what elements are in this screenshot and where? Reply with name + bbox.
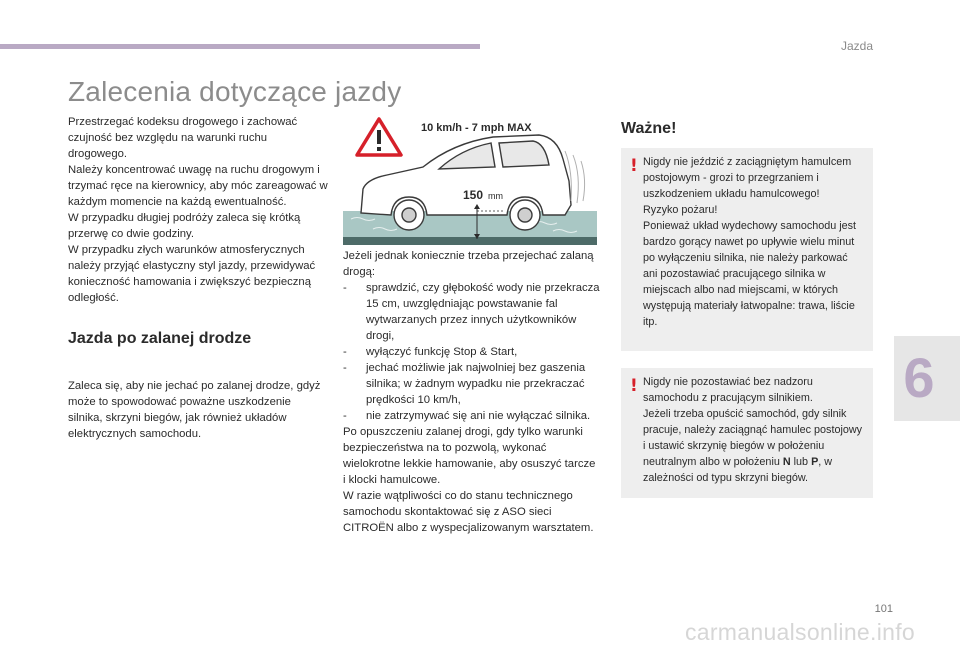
after-flooded-road-paragraph: Po opuszczeniu zalanej drogi, gdy tylko warunki bezpieczeństwa na to pozwolą, wykonać wielokrotne lekkie hamowanie, aby osuszyć tarcze i klocki hamulcowe. (343, 426, 596, 486)
warning-paragraph: Nigdy nie pozostawiać bez nadzoru samochodu z pracującym silnikiem. (643, 376, 813, 404)
warning-box-parking-brake (621, 148, 873, 351)
list-item (343, 344, 601, 360)
list-item (343, 408, 601, 424)
instructions-lead: Jeżeli jednak koniecznie trzeba przejechać zalaną drogą: (343, 250, 594, 278)
flooded-road-paragraph: Zaleca się, aby nie jechać po zalanej drodze, gdyż może to spowodować poważne uszkodzenie silnika, skrzyni biegów, jak również układów elektrycznych samochodu. (68, 380, 321, 440)
list-item (343, 360, 601, 408)
warning-triangle-icon (357, 119, 401, 155)
warning-box-unattended-engine (621, 368, 873, 498)
header-accent-bar (0, 44, 480, 49)
page-number: 101 (874, 603, 893, 615)
road-surface (343, 237, 597, 245)
intro-paragraph: Przestrzegać kodeksu drogowego i zachować czujność bez względu na warunki ruchu drogowego. (68, 116, 298, 160)
section-heading-flooded-road: Jazda po zalanej drodze (68, 330, 252, 347)
important-heading: Ważne! (621, 120, 677, 137)
intro-text (68, 114, 328, 306)
list-dash: - (343, 282, 347, 294)
warning-paragraph: Nigdy nie jeździć z zaciągniętym hamulcem postojowym - grozi to przegrzaniem i uszkodzeniem układu hamulcowego! (643, 156, 852, 200)
chapter-title: Jazda (840, 39, 873, 53)
gear-position-n: N (782, 456, 791, 468)
exclamation-icon: ! (630, 376, 638, 396)
intro-paragraph: Należy koncentrować uwagę na ruchu drogowym i trzymać ręce na kierownicy, aby móc zareagować w każdym momencie na każdą ewentualność. (68, 164, 328, 208)
warning-paragraph: Ryzyko pożaru! (643, 204, 718, 216)
warning-paragraph: Ponieważ układ wydechowy samochodu jest bardzo gorący nawet po upływie wielu minut po wyłączeniu silnika, nie należy parkować ani pozostawiać pracującego silnika w miejscach albo nad miejscami, w których występują materiały łatwopalne: trawa, liście itp. (643, 220, 857, 328)
warning-text: lub (790, 456, 812, 468)
list-item-text: nie zatrzymywać się ani nie wyłączać silnika. (366, 410, 591, 422)
list-dash: - (343, 362, 347, 374)
water-depth-unit: mm (488, 191, 503, 201)
speed-limit-label: 10 km/h - 7 mph MAX (421, 122, 532, 134)
chapter-tab (894, 336, 960, 421)
intro-paragraph: W przypadku złych warunków atmosferycznych należy przyjąć elastyczny styl jazdy, przewidywać konieczność hamowania i zwiększyć bezpieczną odległość. (68, 244, 316, 304)
list-item (343, 280, 601, 344)
flooded-road-instructions (343, 248, 601, 536)
intro-paragraph: W przypadku długiej podróży zaleca się krótką przerwę co dwie godziny. (68, 212, 301, 240)
instructions-list (343, 280, 601, 424)
list-item-text: wyłączyć funkcję Stop & Start, (366, 346, 518, 358)
page-title: Zalecenia dotyczące jazdy (68, 76, 402, 107)
water-depth-value: 150 (463, 188, 484, 202)
service-contact-paragraph: W razie wątpliwości co do stanu technicznego samochodu skontaktować się z ASO sieci CITROËN albo z wyspecjalizowanym warsztatem. (343, 490, 594, 534)
list-item-text: sprawdzić, czy głębokość wody nie przekracza 15 cm, uwzględniając powstawanie fal wytwarzanych przez innych użytkowników drogi, (366, 282, 600, 342)
flooded-road-text (68, 378, 328, 442)
list-dash: - (343, 346, 347, 358)
list-dash: - (343, 410, 347, 422)
flooded-road-illustration (343, 115, 597, 245)
exclamation-icon: ! (630, 156, 638, 176)
chapter-number: 6 (903, 346, 935, 409)
watermark: carmanualsonline.info (684, 619, 915, 645)
list-item-text: jechać możliwie jak najwolniej bez gaszenia silnika; w żadnym wypadku nie przekraczać prędkości 10 km/h, (366, 362, 586, 406)
gear-position-p: P (811, 456, 819, 468)
warning-text: , w zależności od typu skrzyni biegów. (643, 456, 833, 484)
warning-text: Jeżeli trzeba opuścić samochód, gdy silnik pracuje, należy zaciągnąć hamulec postojowy i ustawić skrzynię biegów w położeniu neutralnym albo w położeniu (643, 408, 863, 468)
warning-paragraph (643, 406, 865, 486)
